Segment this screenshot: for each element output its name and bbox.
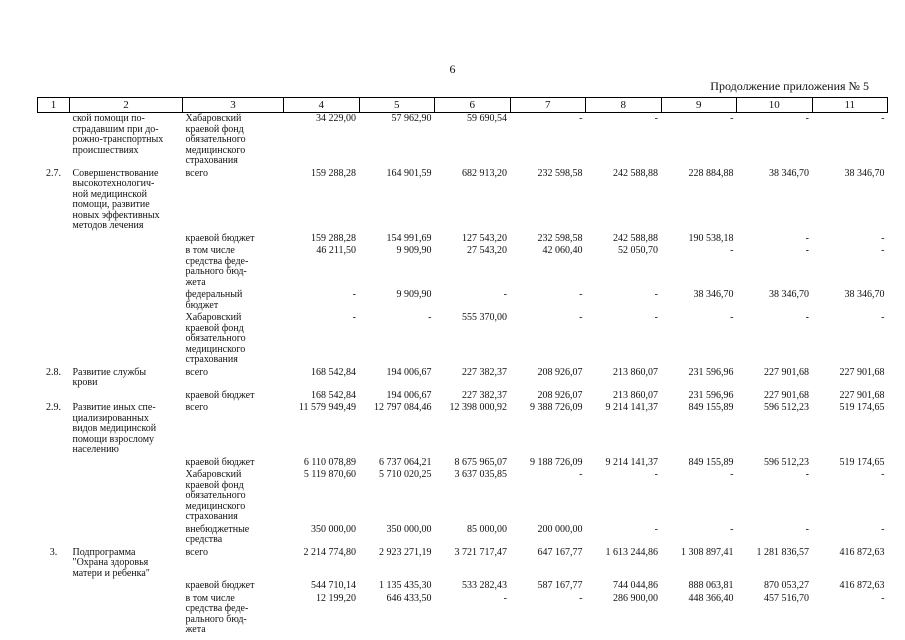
table-row — [38, 580, 888, 593]
value-cell: 8 675 965,07 — [454, 456, 507, 468]
value-cell: 596 512,23 — [764, 402, 809, 413]
header-cell: 5 — [359, 98, 435, 113]
value-cell: 849 155,89 — [688, 402, 734, 413]
value-cell: 11 579 949,49 — [298, 402, 356, 413]
value-cell: - — [881, 245, 885, 256]
funding-source: внебюджетные средства — [185, 523, 250, 545]
value-cell: - — [730, 312, 734, 323]
value-cell: 164 901,59 — [386, 167, 432, 179]
value-cell: - — [805, 113, 809, 124]
value-cell: 1 135 435,30 — [379, 580, 432, 591]
value-cell: 350 000,00 — [386, 523, 432, 535]
value-cell: 38 346,70 — [693, 289, 734, 300]
value-cell: 168 542,84 — [311, 366, 356, 378]
value-cell: 232 598,58 — [537, 167, 583, 179]
value-cell: - — [805, 245, 809, 256]
value-cell: 38 346,70 — [769, 167, 809, 179]
value-cell: 888 063,81 — [688, 580, 734, 591]
row-index — [38, 469, 70, 524]
value-cell: 1 281 836,57 — [756, 546, 809, 558]
value-cell: 12 398 000,92 — [449, 402, 507, 413]
header-cell: 4 — [284, 98, 360, 113]
value-cell: 154 991,69 — [386, 232, 432, 244]
header-cell: 3 — [183, 98, 284, 113]
table-row — [38, 469, 888, 524]
value-cell: - — [503, 592, 507, 604]
value-cell: - — [805, 312, 809, 323]
header-cell: 9 — [661, 98, 737, 113]
value-cell: - — [805, 523, 809, 535]
value-cell: 59 690,54 — [467, 113, 507, 124]
measure-name — [70, 289, 183, 312]
budget-table — [37, 97, 888, 637]
value-cell: - — [730, 113, 734, 124]
value-cell: - — [579, 113, 583, 124]
value-cell: - — [579, 289, 583, 300]
value-cell: 9 214 141,37 — [605, 456, 658, 468]
value-cell: 208 926,07 — [537, 366, 583, 378]
value-cell: 231 596,96 — [688, 389, 734, 401]
value-cell: 227 382,37 — [462, 366, 507, 378]
value-cell: 1 308 897,41 — [681, 546, 734, 558]
measure-name — [70, 580, 183, 593]
value-cell: 5 119 870,60 — [303, 469, 356, 480]
measure-name: Развитие иных спе- циализированных видов медицинской помощи взрослому населению — [72, 402, 157, 455]
row-index: 2.7. — [46, 167, 61, 179]
value-cell: 416 872,63 — [839, 546, 885, 558]
value-cell: 227 901,68 — [764, 389, 809, 401]
table-row — [38, 289, 888, 312]
funding-source: всего — [185, 366, 209, 378]
row-index — [38, 245, 70, 289]
value-cell: 1 613 244,86 — [605, 546, 658, 558]
value-cell: 231 596,96 — [688, 366, 734, 378]
measure-name — [70, 245, 183, 289]
table-row — [38, 390, 888, 403]
value-cell: 57 962,90 — [391, 113, 432, 124]
value-cell: 168 542,84 — [311, 389, 356, 401]
row-index — [38, 593, 70, 637]
row-index: 3. — [49, 546, 58, 558]
funding-source: Хабаровский краевой фонд обязательного медицинского страхования — [185, 312, 246, 365]
value-cell: 27 543,20 — [467, 245, 507, 256]
value-cell: 194 006,67 — [386, 389, 432, 401]
value-cell: - — [503, 289, 507, 300]
value-cell: - — [654, 312, 658, 323]
value-cell: 519 174,65 — [839, 402, 885, 413]
funding-source: краевой бюджет — [185, 580, 255, 591]
value-cell: - — [881, 113, 885, 124]
value-cell: 159 288,28 — [311, 232, 356, 244]
table-row — [38, 547, 888, 581]
header-cell: 11 — [812, 98, 888, 113]
value-cell: 646 433,50 — [386, 592, 432, 604]
header-cell: 6 — [435, 98, 511, 113]
value-cell: 596 512,23 — [764, 456, 809, 468]
funding-source: в том числе средства феде- рального бюд- жета — [185, 245, 249, 288]
table-row — [38, 367, 888, 390]
value-cell: 12 797 084,46 — [374, 402, 432, 413]
value-cell: 52 050,70 — [618, 245, 658, 256]
table-row — [38, 524, 888, 547]
measure-name — [70, 390, 183, 403]
header-row — [38, 98, 888, 113]
table-row — [38, 168, 888, 233]
value-cell: 3 637 035,85 — [454, 469, 507, 480]
value-cell: 228 884,88 — [688, 167, 734, 179]
row-index — [38, 580, 70, 593]
value-cell: 38 346,70 — [844, 167, 885, 179]
value-cell: - — [352, 312, 356, 323]
funding-source: Хабаровский краевой фонд обязательного медицинского страхования — [185, 469, 246, 522]
row-index — [38, 457, 70, 470]
funding-source: всего — [185, 546, 209, 558]
value-cell: 682 913,20 — [462, 167, 507, 179]
value-cell: - — [805, 232, 809, 244]
value-cell: 457 516,70 — [764, 592, 809, 604]
value-cell: 85 000,00 — [467, 523, 507, 535]
measure-name: Развитие службы крови — [72, 366, 147, 388]
row-index: 2.8. — [46, 366, 61, 378]
funding-source: всего — [185, 402, 209, 413]
value-cell: 242 588,88 — [613, 232, 658, 244]
value-cell: - — [428, 312, 432, 323]
row-index: 2.9. — [46, 402, 61, 413]
measure-name — [70, 524, 183, 547]
value-cell: 555 370,00 — [462, 312, 507, 323]
value-cell: - — [881, 469, 885, 480]
value-cell: - — [730, 523, 734, 535]
value-cell: - — [881, 592, 885, 604]
value-cell: 34 229,00 — [316, 113, 356, 124]
row-index — [38, 289, 70, 312]
value-cell: 5 710 020,25 — [379, 469, 432, 480]
value-cell: 2 923 271,19 — [379, 546, 432, 558]
value-cell: - — [881, 523, 885, 535]
value-cell: - — [654, 523, 658, 535]
value-cell: 46 211,50 — [316, 245, 356, 256]
value-cell: 194 006,67 — [386, 366, 432, 378]
funding-source: всего — [185, 167, 209, 179]
funding-source: краевой бюджет — [185, 232, 255, 244]
value-cell: 208 926,07 — [537, 389, 583, 401]
value-cell: 587 167,77 — [537, 580, 583, 591]
value-cell: 448 366,40 — [688, 592, 734, 604]
value-cell: 227 382,37 — [462, 389, 507, 401]
value-cell: 744 044,86 — [613, 580, 658, 591]
value-cell: 647 167,77 — [537, 546, 583, 558]
measure-name — [70, 312, 183, 367]
header-cell: 1 — [38, 98, 70, 113]
value-cell: 232 598,58 — [537, 232, 583, 244]
value-cell: - — [730, 469, 734, 480]
value-cell: 42 060,40 — [542, 245, 583, 256]
row-index — [38, 312, 70, 367]
value-cell: 350 000,00 — [311, 523, 356, 535]
measure-name — [70, 593, 183, 637]
funding-source: в том числе средства феде- рального бюд- жета — [185, 592, 249, 635]
value-cell: 286 900,00 — [613, 592, 658, 604]
value-cell: 159 288,28 — [311, 167, 356, 179]
table-row — [38, 402, 888, 457]
value-cell: 38 346,70 — [844, 289, 885, 300]
value-cell: - — [654, 469, 658, 480]
funding-source: Хабаровский краевой фонд обязательного медицинского страхования — [185, 113, 246, 166]
table-row — [38, 113, 888, 168]
measure-name — [70, 457, 183, 470]
value-cell: 870 053,27 — [764, 580, 809, 591]
value-cell: - — [579, 592, 583, 604]
value-cell: 190 538,18 — [688, 232, 734, 244]
value-cell: 2 214 774,80 — [303, 546, 356, 558]
value-cell: - — [805, 469, 809, 480]
header-cell: 2 — [70, 98, 183, 113]
header-cell: 10 — [737, 98, 813, 113]
row-index — [38, 390, 70, 403]
value-cell: 213 860,07 — [613, 366, 658, 378]
value-cell: - — [730, 245, 734, 256]
value-cell: - — [654, 289, 658, 300]
header-cell: 8 — [586, 98, 662, 113]
value-cell: 6 110 078,89 — [303, 456, 356, 468]
value-cell: 416 872,63 — [839, 580, 885, 591]
header-cell: 7 — [510, 98, 586, 113]
table-row — [38, 233, 888, 246]
measure-name — [70, 233, 183, 246]
value-cell: - — [352, 289, 356, 300]
value-cell: 38 346,70 — [769, 289, 809, 300]
value-cell: - — [881, 312, 885, 323]
value-cell: 242 588,88 — [613, 167, 658, 179]
value-cell: 6 737 064,21 — [379, 456, 432, 468]
row-index — [38, 524, 70, 547]
table-row — [38, 593, 888, 637]
continuation-label: Продолжение приложения № 5 — [710, 79, 869, 93]
measure-name: Подпрограмма "Охрана здоровья матери и ребенка" — [72, 546, 150, 579]
value-cell: 9 909,90 — [396, 289, 432, 300]
value-cell: 213 860,07 — [613, 389, 658, 401]
funding-source: федеральный бюджет — [185, 289, 243, 311]
value-cell: 227 901,68 — [839, 389, 885, 401]
value-cell: 12 199,20 — [316, 592, 356, 604]
value-cell: 519 174,65 — [839, 456, 885, 468]
value-cell: 227 901,68 — [764, 366, 809, 378]
value-cell: - — [654, 113, 658, 124]
table-row — [38, 245, 888, 289]
value-cell: - — [881, 232, 885, 244]
row-index — [38, 233, 70, 246]
measure-name: Совершенствование высокотехнологич- ной медицинской помощи, развитие новых эффективных методов лечения — [72, 167, 160, 231]
value-cell: 200 000,00 — [537, 523, 583, 535]
value-cell: 9 909,90 — [396, 245, 432, 256]
value-cell: 127 543,20 — [462, 232, 507, 244]
value-cell: 533 282,43 — [462, 580, 507, 591]
value-cell: 544 710,14 — [311, 580, 356, 591]
funding-source: краевой бюджет — [185, 389, 255, 401]
table-row — [38, 457, 888, 470]
value-cell: 3 721 717,47 — [454, 546, 507, 558]
value-cell: 9 388 726,09 — [530, 402, 583, 413]
measure-name — [70, 469, 183, 524]
row-index — [38, 113, 70, 168]
value-cell: - — [579, 312, 583, 323]
value-cell: 9 214 141,37 — [605, 402, 658, 413]
value-cell: 849 155,89 — [688, 456, 734, 468]
value-cell: - — [579, 469, 583, 480]
measure-name: ской помощи по- страдавшим при до- рожно-транспортных происшествиях — [72, 113, 164, 156]
value-cell: 227 901,68 — [839, 366, 885, 378]
funding-source: краевой бюджет — [185, 456, 255, 468]
table-row — [38, 312, 888, 367]
value-cell: 9 188 726,09 — [530, 456, 583, 468]
page-number: 6 — [449, 62, 456, 76]
